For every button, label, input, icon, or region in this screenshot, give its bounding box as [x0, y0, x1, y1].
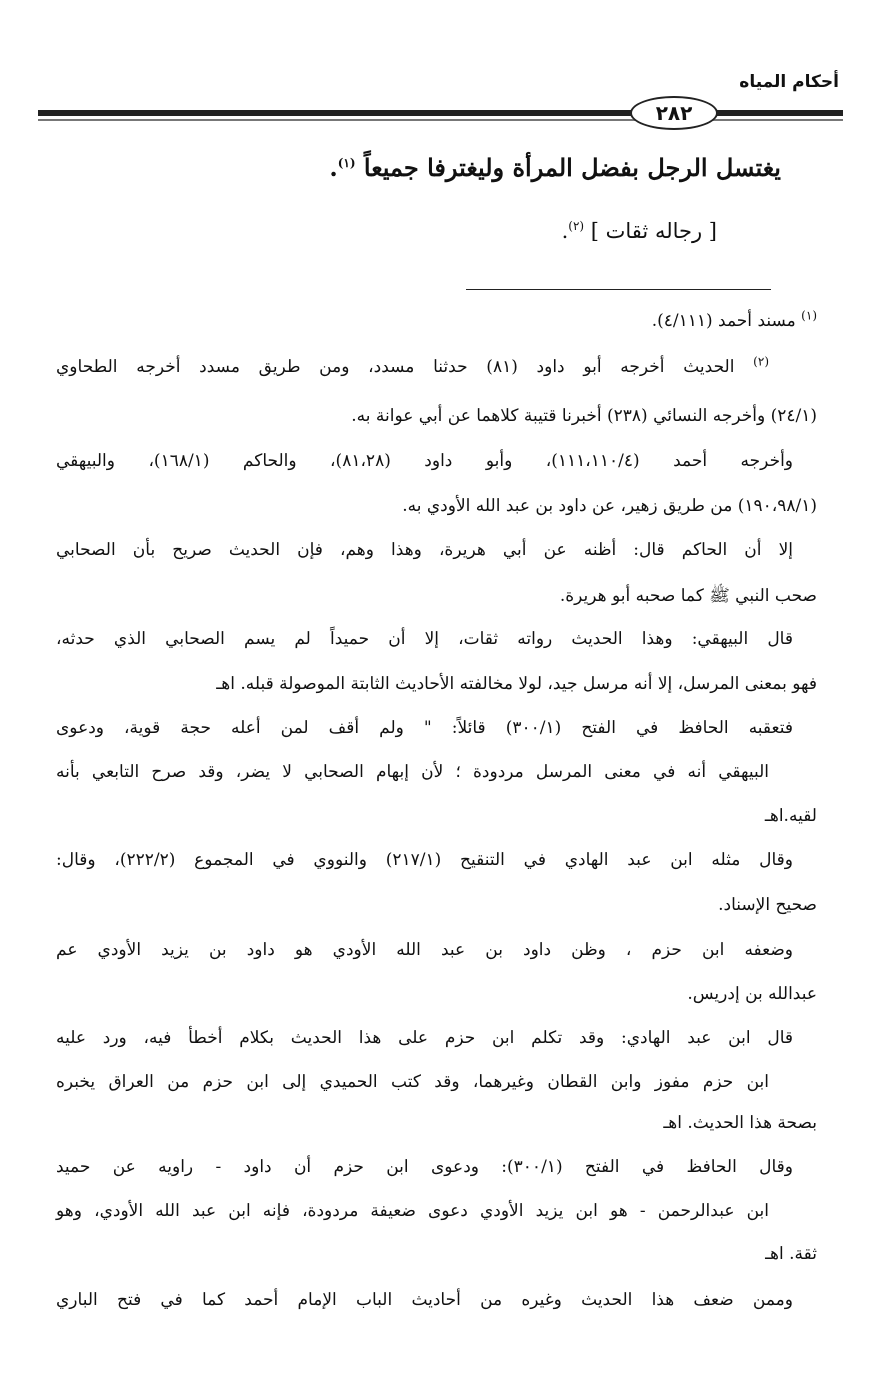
- footnote-line: ثقة. اهـ: [765, 1244, 817, 1264]
- footnote-line: عبدالله بن إدريس.: [687, 984, 817, 1004]
- page-number: ٢٨٢: [630, 96, 718, 130]
- footnote-line: وقال مثله ابن عبد الهادي في التنقيح (٢١٧/١) والنووي في المجموع (٢٢٢/٢)، وقال:: [56, 850, 793, 870]
- footnote-line: وأخرجه أحمد (١١١،١١٠/٤)، وأبو داود (٨١،٢٨)، والحاكم (١٦٨/١)، والبيهقي: [56, 451, 794, 471]
- footnote-separator: [466, 289, 771, 290]
- hadith-text: يغتسل الرجل بفضل المرأة وليغترفا جميعاً $^{(١)}$.: [329, 153, 781, 182]
- footnote-line: (٢٤/١) وأخرجه النسائي (٢٣٨) أخبرنا قتيبة كلاهما عن أبي عوانة به.: [351, 406, 817, 426]
- footnote-line: بصحة هذا الحديث. اهـ: [663, 1113, 817, 1133]
- footnote-1: [651, 308, 817, 331]
- footnote-line: [56, 354, 769, 377]
- footnote-line: وممن ضعف هذا الحديث وغيره من أحاديث الباب الإمام أحمد كما في فتح الباري: [56, 1290, 793, 1310]
- footnote-line: وقال الحافظ في الفتح (٣٠٠/١): ودعوى ابن حزم أن داود - راويه عن حميد: [56, 1157, 793, 1177]
- footnote-line: البيهقي أنه في معنى المرسل مردودة ؛ لأن إبهام الصحابي لا يضر، وقد صرح التابعي بأنه: [56, 762, 769, 782]
- footnote-line: (١٩٠،٩٨/١) من طريق زهير، عن داود بن عبد الله الأودي به.: [402, 496, 817, 516]
- footnote-1-text: مسند أحمد (٤/١١١).: [651, 311, 796, 331]
- grading: [ رجاله ثقات ]: [590, 219, 717, 243]
- footnote-line: ابن حزم مفوز وابن القطان وغيرهما، وقد كتب الحميدي إلى ابن حزم من العراق يخبره: [56, 1072, 769, 1092]
- footnote-line: قال البيهقي: وهذا الحديث رواته ثقات، إلا أن حميداً لم يسم الصحابي الذي حدثه،: [56, 629, 793, 649]
- header-rule-thin: [38, 119, 843, 121]
- grading-text: [ رجاله ثقات ] $^{(٢)}$.: [561, 219, 717, 243]
- hadith-line: يغتسل الرجل بفضل المرأة وليغترفا جميعاً: [363, 153, 781, 182]
- header-rule: [38, 110, 843, 116]
- footnote-line-text: الحديث أخرجه أبو داود (٨١) حدثنا مسدد، ومن طريق مسدد أخرجه الطحاوي: [56, 357, 735, 377]
- footnote-line: قال ابن عبد الهادي: وقد تكلم ابن حزم على هذا الحديث بكلام أخطأ فيه، ورد عليه: [56, 1028, 793, 1048]
- footnote-line: لقيه.اهـ: [764, 806, 817, 826]
- footnote-line: صحب النبي ﷺ كما صحبه أبو هريرة.: [559, 586, 817, 606]
- footnote-line: إلا أن الحاكم قال: أظنه عن أبي هريرة، وهذا وهم، فإن الحديث صريح بأن الصحابي: [56, 540, 793, 560]
- footnote-2-marker: (٢): [753, 354, 769, 369]
- footnote-line: فهو بمعنى المرسل، إلا أنه مرسل جيد، لولا مخالفته الأحاديث الثابتة الموصولة قبله. اهـ: [216, 674, 817, 694]
- footnote-line: فتعقبه الحافظ في الفتح (٣٠٠/١) قائلاً: " ولم أقف لمن أعله حجة قوية، ودعوى: [56, 718, 793, 738]
- footnote-ref-1[interactable]: (١): [337, 156, 356, 170]
- footnote-1-marker: (١): [801, 308, 817, 323]
- footnote-line: صحيح الإسناد.: [718, 895, 817, 915]
- running-title: أحكام المياه: [739, 72, 839, 92]
- footnote-line: ابن عبدالرحمن - هو ابن يزيد الأودي دعوى ضعيفة مردودة، فإنه ابن عبد الله الأودي، وهو: [56, 1201, 769, 1221]
- footnote-line: وضعفه ابن حزم ، وظن داود بن عبد الله الأودي هو داود بن يزيد الأودي عم: [56, 940, 793, 960]
- footnote-ref-2[interactable]: (٢): [568, 219, 585, 233]
